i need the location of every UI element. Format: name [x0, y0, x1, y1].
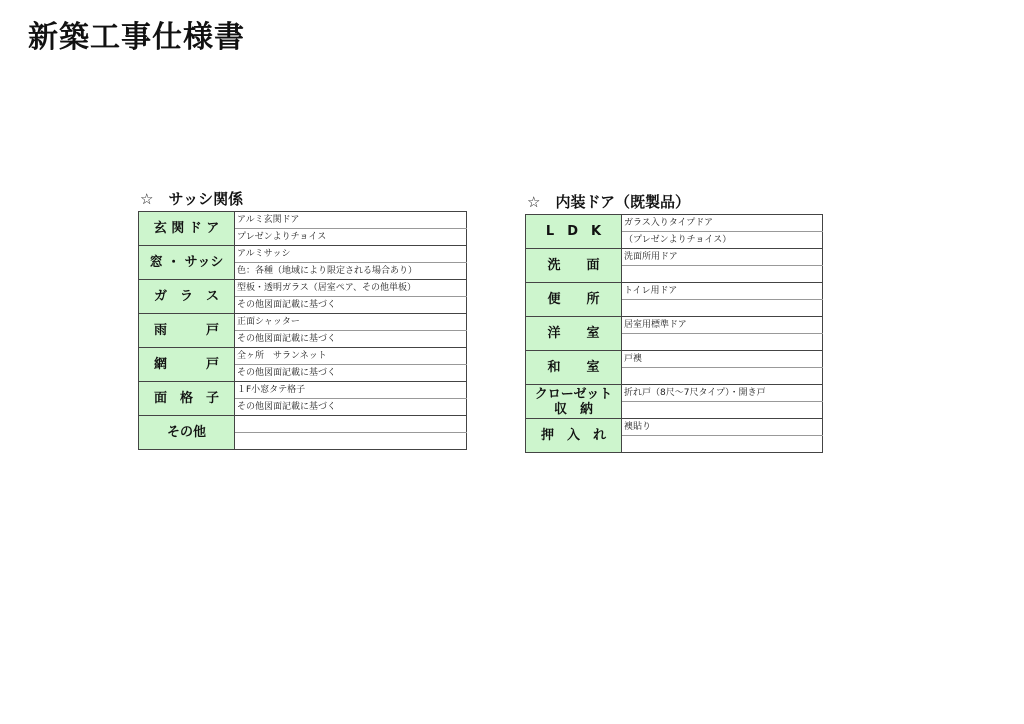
row-value: その他図面記載に基づく	[235, 399, 467, 416]
row-value: 正面シャッター	[235, 314, 467, 331]
row-value	[622, 300, 823, 317]
row-value: その他図面記載に基づく	[235, 297, 467, 314]
row-value: 戸襖	[622, 351, 823, 368]
row-value: ガラス入りタイプドア	[622, 215, 823, 232]
row-label: 洋 室	[526, 317, 622, 351]
door-spec-table	[525, 214, 823, 453]
row-value: 型板・透明ガラス（居室ペア、その他単板）	[235, 280, 467, 297]
row-label: 面 格 子	[139, 382, 235, 416]
row-value: プレゼンよりチョイス	[235, 229, 467, 246]
row-value: 色：各種（地域により限定される場合あり）	[235, 263, 467, 280]
row-value: トイレ用ドア	[622, 283, 823, 300]
row-label: 和 室	[526, 351, 622, 385]
row-value	[235, 416, 467, 433]
row-label: 網 戸	[139, 348, 235, 382]
row-value	[622, 368, 823, 385]
sash-spec-table	[138, 211, 467, 450]
table-row	[526, 249, 823, 266]
row-value: アルミ玄関ドア	[235, 212, 467, 229]
row-value: 洗面所用ドア	[622, 249, 823, 266]
table-row	[526, 351, 823, 368]
row-label-line: クローゼット	[534, 386, 613, 402]
table-row	[526, 317, 823, 334]
row-label: 窓 ・ サッシ	[139, 246, 235, 280]
row-label: 便 所	[526, 283, 622, 317]
table-row	[139, 246, 467, 263]
table-row	[139, 212, 467, 229]
row-value: 襖貼り	[622, 419, 823, 436]
row-value: 折れ戸（8尺～7尺タイプ）・開き戸	[622, 385, 823, 402]
row-label: 雨 戸	[139, 314, 235, 348]
row-label: 押 入 れ	[526, 419, 622, 453]
sash-section-title: ☆ サッシ関係	[140, 190, 244, 208]
row-value: （プレゼンよりチョイス）	[622, 232, 823, 249]
row-value: １F小窓タテ格子	[235, 382, 467, 399]
table-row	[139, 416, 467, 433]
table-row	[139, 314, 467, 331]
row-value	[622, 402, 823, 419]
row-value: 居室用標準ドア	[622, 317, 823, 334]
row-label: L D K	[526, 215, 622, 249]
table-row	[139, 348, 467, 365]
table-row	[526, 385, 823, 402]
document-title: 新築工事仕様書	[28, 20, 245, 55]
row-value	[622, 334, 823, 351]
row-value	[622, 266, 823, 283]
row-value: その他図面記載に基づく	[235, 331, 467, 348]
row-label: その他	[139, 416, 235, 450]
row-value: アルミサッシ	[235, 246, 467, 263]
row-value: 全ヶ所 サランネット	[235, 348, 467, 365]
table-row	[139, 382, 467, 399]
door-section-title: ☆ 内装ドア（既製品）	[527, 193, 690, 211]
table-row	[526, 215, 823, 232]
row-value: その他図面記載に基づく	[235, 365, 467, 382]
table-row	[139, 280, 467, 297]
row-label: 洗 面	[526, 249, 622, 283]
table-row	[526, 419, 823, 436]
row-value	[622, 436, 823, 453]
table-row	[526, 283, 823, 300]
row-label: ガ ラ ス	[139, 280, 235, 314]
row-value	[235, 433, 467, 450]
row-label	[526, 385, 622, 419]
row-label-line: 収 納	[553, 401, 593, 417]
row-label: 玄 関 ド ア	[139, 212, 235, 246]
